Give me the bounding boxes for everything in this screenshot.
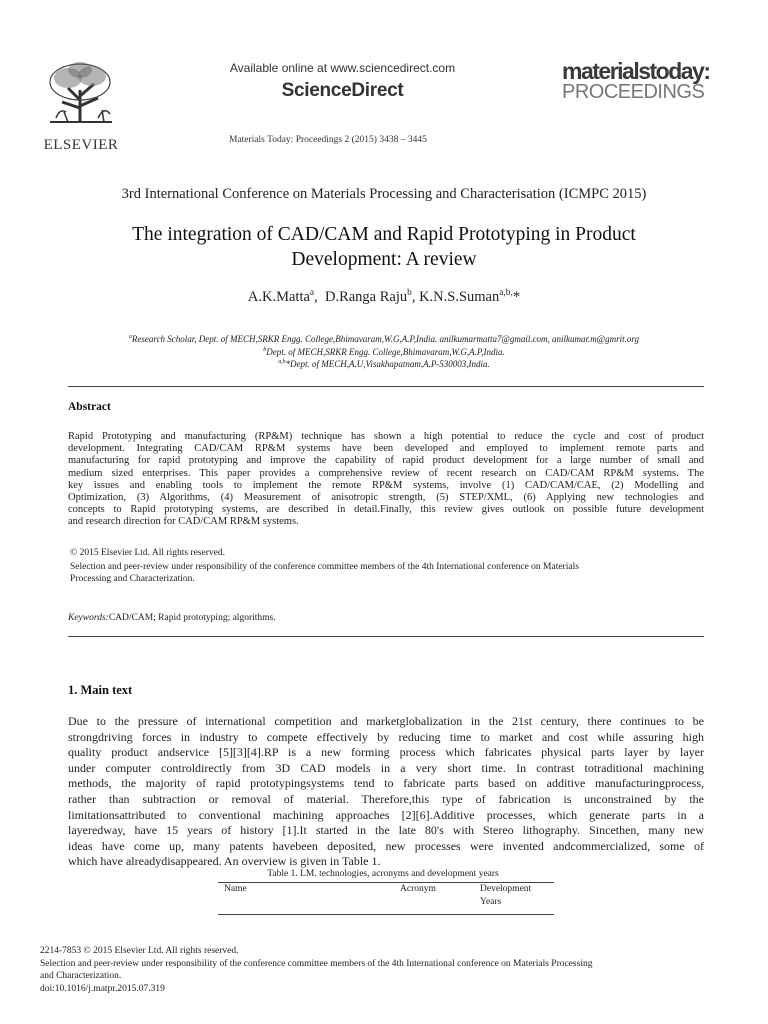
footer-peer-review-line-1: Selection and peer-review under responsibility of the conference committee members of the 4th International conference on Materials Processing — [40, 958, 593, 969]
affiliation-ab: $^{a,b}$*Dept. of MECH,A.U,Visakhapatnam,A.P-530003,India. — [278, 359, 490, 369]
body-line: under computer controldirectly from 3D CAD models in a very short time. In contrast totraditional machining — [68, 760, 704, 775]
materials-today-wordmark: materialstoday: — [562, 58, 710, 84]
keywords-label: Keywords: — [68, 613, 109, 623]
divider-top — [68, 386, 704, 387]
proceedings-wordmark: PROCEEDINGS — [562, 81, 705, 103]
paper-title — [40, 222, 728, 272]
keywords-text: CAD/CAM; Rapid prototyping; algorithms. — [108, 613, 276, 623]
divider-bottom — [68, 636, 704, 637]
abstract-line: Optimization, (3) Algorithms, (4) Measurement of anisotropic strength, (5) STEP/XML, (6) Applying new technologies and — [68, 492, 704, 504]
conference-name: 3rd International Conference on Materials Processing and Characterisation (ICMPC 2015) — [121, 186, 647, 202]
issn-line: 2214-7853 © 2015 Elsevier Ltd. All rights reserved. — [40, 946, 239, 956]
section-heading: 1. Main text — [68, 683, 133, 697]
col-header-name: Name — [224, 884, 247, 894]
body-line: layeredway, have 15 years of history [1].It started in the late 80's with Stereo lithography. Sincethen, many new — [68, 823, 704, 838]
elsevier-logo — [40, 60, 122, 153]
elsevier-tree-icon — [40, 60, 122, 130]
section-body — [68, 714, 704, 870]
peer-review-notice — [70, 561, 710, 585]
peer-review-line-1: Selection and peer-review under responsibility of the conference committee members of the 4th International conference on Materials — [70, 562, 579, 572]
elsevier-wordmark: ELSEVIER — [43, 137, 119, 153]
body-line: which have alreadydisappeared. An overview is given in Table 1. — [68, 854, 381, 869]
abstract-line: key issues and enabling tools to implement the remote RP&M systems, involve (1) CAD/CAM/CAE, (2) Modelling and — [68, 479, 704, 491]
body-line: Due to the pressure of international competition and marketglobalization in the 21st century, there continues to be — [68, 714, 704, 728]
affiliations — [40, 333, 728, 371]
body-line: limitationsattributed to conventional machining approaches [2][6].Additive processes, which generate parts in a — [68, 807, 704, 822]
body-line: quality product andservice [5][3][4].RP is a new forming process which fabricates physical parts layer by layer — [68, 745, 704, 760]
author-list — [40, 289, 728, 306]
body-line: ideas have come up, many patents havebeen deposited, new processes were invented andcommercialized, some of — [68, 838, 704, 853]
peer-review-line-2: Processing and Characterization. — [70, 574, 195, 584]
affiliation-b: $^b$Dept. of MECH,SRKR Engg. College,Bhimavaram,W.G,A.P,India. — [263, 346, 505, 357]
body-line: strongdriving forces in industry to compete effectively by reducing time to market and cost while assuring high — [68, 729, 704, 744]
sciencedirect-logo: ScienceDirect — [281, 80, 404, 101]
author-2: D.Ranga Raju$^b$, — [324, 288, 420, 305]
author-3: K.N.S.Suman$^{a,b,}$* — [419, 288, 521, 305]
available-online: Available online at www.sciencedirect.com — [229, 61, 456, 75]
materials-today-logo — [562, 60, 732, 102]
abstract-line: and research direction for CAD/CAM RP&M systems. — [68, 516, 299, 528]
doi: doi:10.1016/j.matpr.2015.07.319 — [40, 983, 165, 994]
footer-peer-review-line-2: and Characterization. — [40, 971, 122, 981]
paper-title-line2: Development: A review — [291, 249, 477, 270]
abstract-heading: Abstract — [68, 401, 111, 413]
body-line: methods, the majority of rapid prototypingsystems tend to fabricate parts based on additive manufacturingprocess, — [68, 776, 704, 791]
col-header-acronym: Acronym — [400, 884, 436, 894]
abstract-body — [68, 431, 704, 529]
abstract-line: concepts to Rapid prototyping systems, are described in detail.Finally, this review gives outlook on possible future development — [68, 504, 704, 516]
keywords — [68, 613, 276, 623]
abstract-line: manufacturing for rapid prototyping and improve the capability of rapid product development for a large number of small and — [68, 455, 704, 467]
table-top-rule — [218, 882, 554, 883]
abstract-line: development. Integrating CAD/CAM RP&M systems have been developed and employed to implement remote parts and — [68, 443, 704, 455]
author-1: A.K.Matta$^a$, — [247, 288, 325, 305]
col-header-development: Development — [480, 884, 532, 894]
paper-title-line1: The integration of CAD/CAM and Rapid Prototyping in Product — [132, 224, 636, 245]
table-header-rule — [218, 914, 554, 915]
table-caption: Table 1. LM. technologies, acronyms and development years — [267, 869, 499, 879]
journal-citation: Materials Today: Proceedings 2 (2015) 3438 – 3445 — [229, 135, 427, 145]
abstract-line: Rapid Prototyping and manufacturing (RP&M) technique has shown a high potential to reduce the cycle and cost of product — [68, 431, 704, 442]
body-line: rather than subtraction or removal of material. Therefore,this type of fabrication is unconstrained by the — [68, 791, 704, 806]
abstract-line: medium sized enterprises. This paper provides a comprehensive review of recent research on CAD/CAM RP&M systems. The — [68, 467, 704, 479]
col-header-years: Years — [480, 897, 502, 907]
footer — [40, 945, 730, 995]
copyright-notice: © 2015 Elsevier Ltd. All rights reserved. — [70, 548, 225, 558]
table-header — [218, 884, 554, 914]
affiliation-a: $^a$Research Scholar, Dept. of MECH,SRKR Engg. College,Bhimavaram,W.G,A.P,India. anilkumarmatta7@gmail.com, anilkumar.m@gmrit.org — [128, 334, 640, 344]
